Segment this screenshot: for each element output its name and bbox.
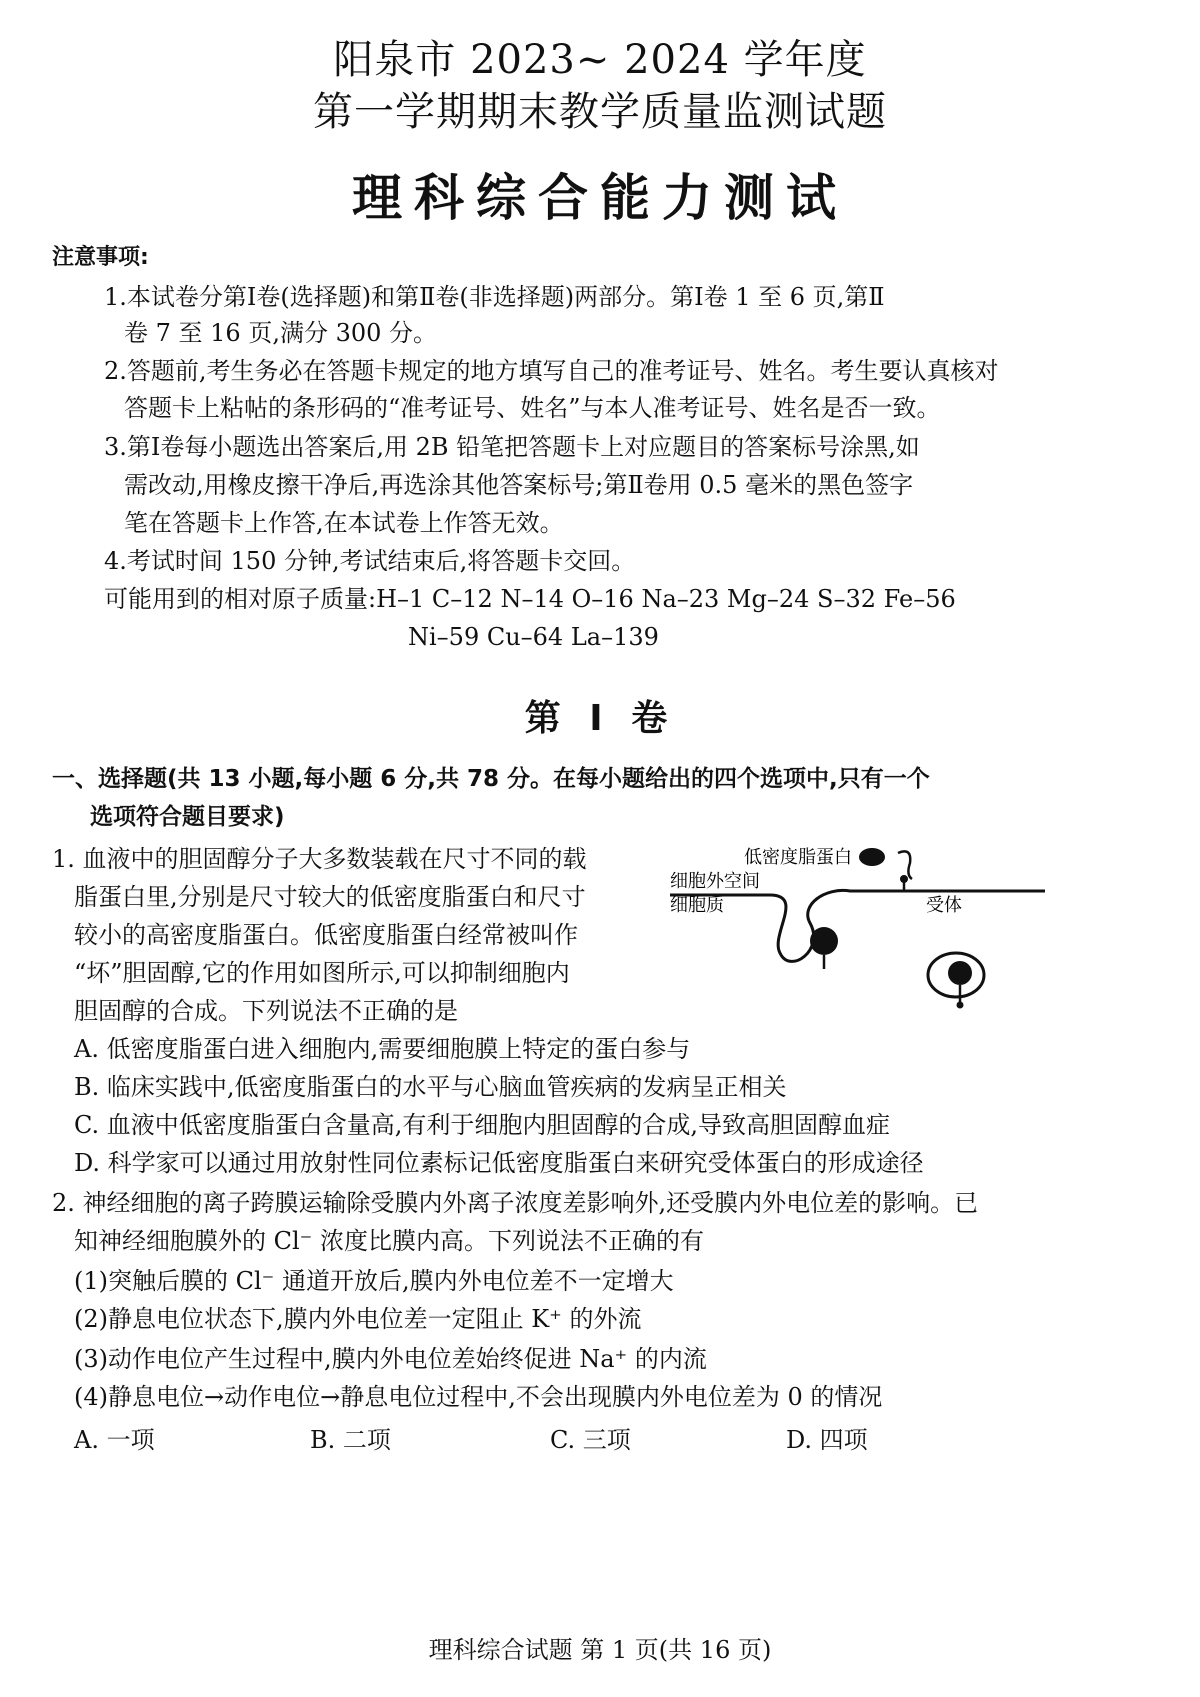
q2-item: (4)静息电位→动作电位→静息电位过程中,不会出现膜内外电位差为 0 的情况 [74,1383,883,1411]
notes-line: 3.第Ⅰ卷每小题选出答案后,用 2B 铅笔把答题卡上对应题目的答案标号涂黑,如 [104,433,920,461]
free-receptor-icon [898,851,912,879]
q2-option-d: D. 四项 [786,1426,868,1454]
q1-stem-line: 胆固醇的合成。下列说法不正确的是 [74,997,458,1025]
notes-line: 答题卡上粘帖的条形码的“准考证号、姓名”与本人准考证号、姓名是否一致。 [124,394,941,422]
q1-stem-line: “坏”胆固醇,它的作用如图所示,可以抑制细胞内 [74,959,570,987]
vesicle-receptor-base [957,1002,964,1009]
atomic-mass-line: 可能用到的相对原子质量:H–1 C–12 N–14 O–16 Na–23 Mg–24 S–32 Fe–56 [104,585,956,613]
atomic-mass-line: Ni–59 Cu–64 La–139 [408,623,659,651]
q1-stem-line: 1. 血液中的胆固醇分子大多数装载在尺寸不同的载 [52,845,587,873]
q1-option-a: A. 低密度脂蛋白进入细胞内,需要细胞膜上特定的蛋白参与 [74,1035,691,1063]
subject-title: 理科综合能力测试 [352,169,848,227]
internalized-ldl [810,927,838,955]
notes-line: 1.本试卷分第Ⅰ卷(选择题)和第Ⅱ卷(非选择题)两部分。第Ⅰ卷 1 至 6 页,第Ⅱ [104,283,885,311]
q2-option-c: C. 三项 [550,1426,631,1454]
exam-title-line2: 第一学期期末教学质量监测试题 [313,89,887,135]
q1-option-c: C. 血液中低密度脂蛋白含量高,有利于细胞内胆固醇的合成,导致高胆固醇血症 [74,1111,891,1139]
figure-label-outside: 细胞外空间 [670,871,760,892]
q2-item: (2)静息电位状态下,膜内外电位差一定阻止 K⁺ 的外流 [74,1305,642,1333]
ldl-particle [859,848,885,866]
notes-line: 4.考试时间 150 分钟,考试结束后,将答题卡交回。 [104,547,636,575]
notes-line: 需改动,用橡皮擦干净后,再选涂其他答案标号;第Ⅱ卷用 0.5 毫米的黑色签字 [124,471,914,499]
q2-stem-line: 2. 神经细胞的离子跨膜运输除受膜内外离子浓度差影响外,还受膜内外电位差的影响。已 [52,1189,979,1217]
section-instruction: 一、选择题(共 13 小题,每小题 6 分,共 78 分。在每小题给出的四个选项中,只有一个 [52,766,930,792]
membrane-receptor-head [900,875,908,883]
section-instruction: 选项符合题目要求) [90,804,285,830]
q1-stem-line: 较小的高密度脂蛋白。低密度脂蛋白经常被叫作 [74,921,578,949]
q1-stem-line: 脂蛋白里,分别是尺寸较大的低密度脂蛋白和尺寸 [74,883,586,911]
notes-heading: 注意事项: [52,245,149,270]
section-title: 第 Ⅰ 卷 [524,698,676,739]
q2-stem-line: 知神经细胞膜外的 Cl⁻ 浓度比膜内高。下列说法不正确的有 [74,1227,704,1255]
page-footer: 理科综合试题 第 1 页(共 16 页) [428,1636,772,1664]
notes-line: 笔在答题卡上作答,在本试卷上作答无效。 [124,509,564,537]
q2-option-b: B. 二项 [310,1426,391,1454]
exam-title-line1: 阳泉市 2023~ 2024 学年度 [333,37,867,83]
q2-item: (3)动作电位产生过程中,膜内外电位差始终促进 Na⁺ 的内流 [74,1345,707,1373]
cell-membrane [670,890,1045,961]
q1-option-d: D. 科学家可以通过用放射性同位素标记低密度脂蛋白来研究受体蛋白的形成途径 [74,1149,924,1177]
figure-label-receptor: 受体 [926,895,962,916]
notes-line: 卷 7 至 16 页,满分 300 分。 [124,319,438,347]
figure-label-cytoplasm: 细胞质 [670,895,724,916]
notes-line: 2.答题前,考生务必在答题卡规定的地方填写自己的准考证号、姓名。考生要认真核对 [104,357,999,385]
q1-option-b: B. 临床实践中,低密度脂蛋白的水平与心脑血管疾病的发病呈正相关 [74,1073,787,1101]
figure-label-ldl: 低密度脂蛋白 [744,847,852,868]
q2-item: (1)突触后膜的 Cl⁻ 通道开放后,膜内外电位差不一定增大 [74,1267,674,1295]
ldl-receptor-figure [650,835,1070,1020]
q2-option-a: A. 一项 [74,1426,155,1454]
vesicle-ldl [948,961,972,985]
